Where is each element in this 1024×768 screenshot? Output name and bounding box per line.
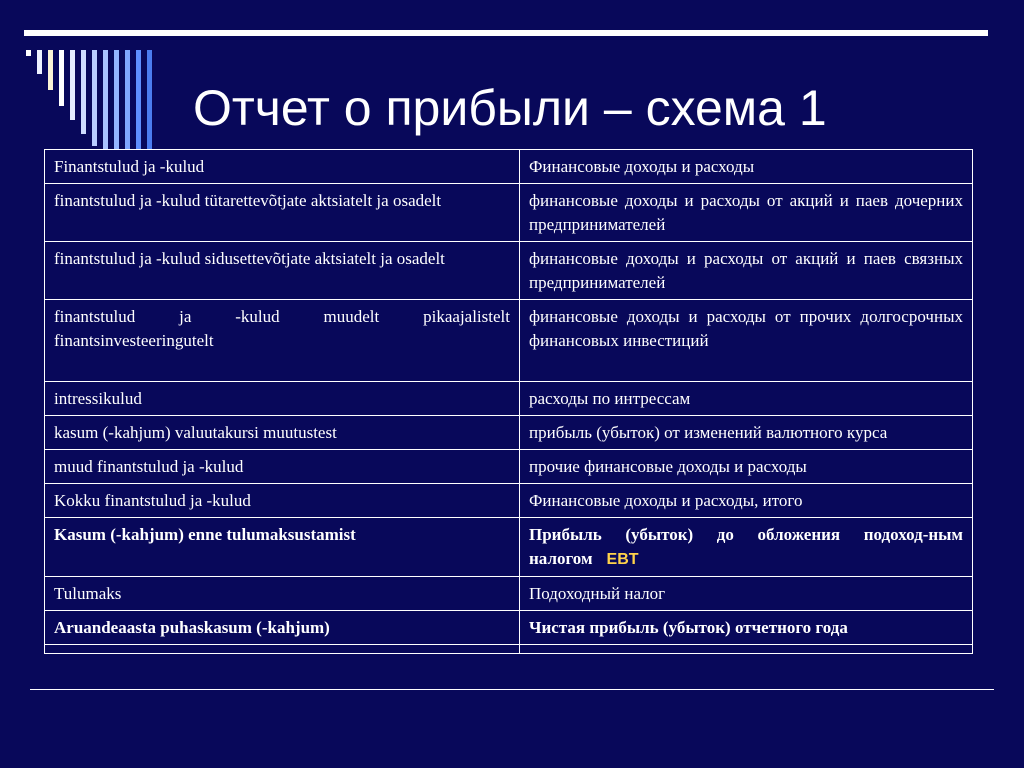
- table-row: [45, 416, 973, 450]
- table-row: [45, 577, 973, 611]
- russian-cell: [520, 518, 973, 577]
- russian-cell: финансовые доходы и расходы от акций и паев дочерних предпринимателей: [520, 184, 973, 242]
- estonian-cell: Kasum (-kahjum) enne tulumaksustamist: [45, 518, 520, 577]
- russian-cell: Финансовые доходы и расходы: [520, 150, 973, 184]
- estonian-cell: muud finantstulud ja -kulud: [45, 450, 520, 484]
- income-statement-table: [44, 149, 973, 654]
- estonian-cell: intressikulud: [45, 382, 520, 416]
- table-row: [45, 484, 973, 518]
- table-row: [45, 150, 973, 184]
- decorative-stripe: [103, 50, 108, 158]
- russian-cell-text: Прибыль (убыток) до обложения подоход-ным налогом: [529, 525, 963, 568]
- estonian-cell: finantstulud ja -kulud sidusettevõtjate aktsiatelt ja osadelt: [45, 242, 520, 300]
- russian-cell: [520, 645, 973, 654]
- russian-cell: финансовые доходы и расходы от прочих долгосрочных финансовых инвестиций: [520, 300, 973, 382]
- table-row: [45, 645, 973, 654]
- decorative-stripe: [70, 50, 75, 120]
- decorative-stripe: [48, 50, 53, 90]
- table-row: [45, 382, 973, 416]
- slide-title: Отчет о прибыли – схема 1: [193, 80, 827, 136]
- decorative-stripe: [26, 50, 31, 56]
- estonian-cell: finantstulud ja -kulud muudelt pikaajalistelt finantsinvesteeringutelt: [45, 300, 520, 382]
- estonian-cell: finantstulud ja -kulud tütarettevõtjate aktsiatelt ja osadelt: [45, 184, 520, 242]
- russian-cell: Финансовые доходы и расходы, итого: [520, 484, 973, 518]
- decorative-stripe: [92, 50, 97, 146]
- russian-cell: прибыль (убыток) от изменений валютного курса: [520, 416, 973, 450]
- estonian-cell: [45, 645, 520, 654]
- decorative-stripe: [37, 50, 42, 74]
- russian-cell: расходы по интрессам: [520, 382, 973, 416]
- estonian-cell: Tulumaks: [45, 577, 520, 611]
- table-row: [45, 300, 973, 382]
- russian-cell: Чистая прибыль (убыток) отчетного года: [520, 611, 973, 645]
- ebt-label: EBT: [606, 551, 639, 568]
- estonian-cell: Aruandeaasta puhaskasum (-kahjum): [45, 611, 520, 645]
- russian-cell: финансовые доходы и расходы от акций и паев связных предпринимателей: [520, 242, 973, 300]
- russian-cell: Подоходный налог: [520, 577, 973, 611]
- table-row: [45, 518, 973, 577]
- table-row: [45, 611, 973, 645]
- russian-cell: прочие финансовые доходы и расходы: [520, 450, 973, 484]
- decorative-stripe: [59, 50, 64, 106]
- table-row: [45, 450, 973, 484]
- bottom-rule: [30, 689, 994, 690]
- decorative-stripe: [81, 50, 86, 134]
- estonian-cell: Finantstulud ja -kulud: [45, 150, 520, 184]
- estonian-cell: Kokku finantstulud ja -kulud: [45, 484, 520, 518]
- table-row: [45, 242, 973, 300]
- top-rule: [24, 30, 988, 36]
- estonian-cell: kasum (-kahjum) valuutakursi muutustest: [45, 416, 520, 450]
- table-row: [45, 184, 973, 242]
